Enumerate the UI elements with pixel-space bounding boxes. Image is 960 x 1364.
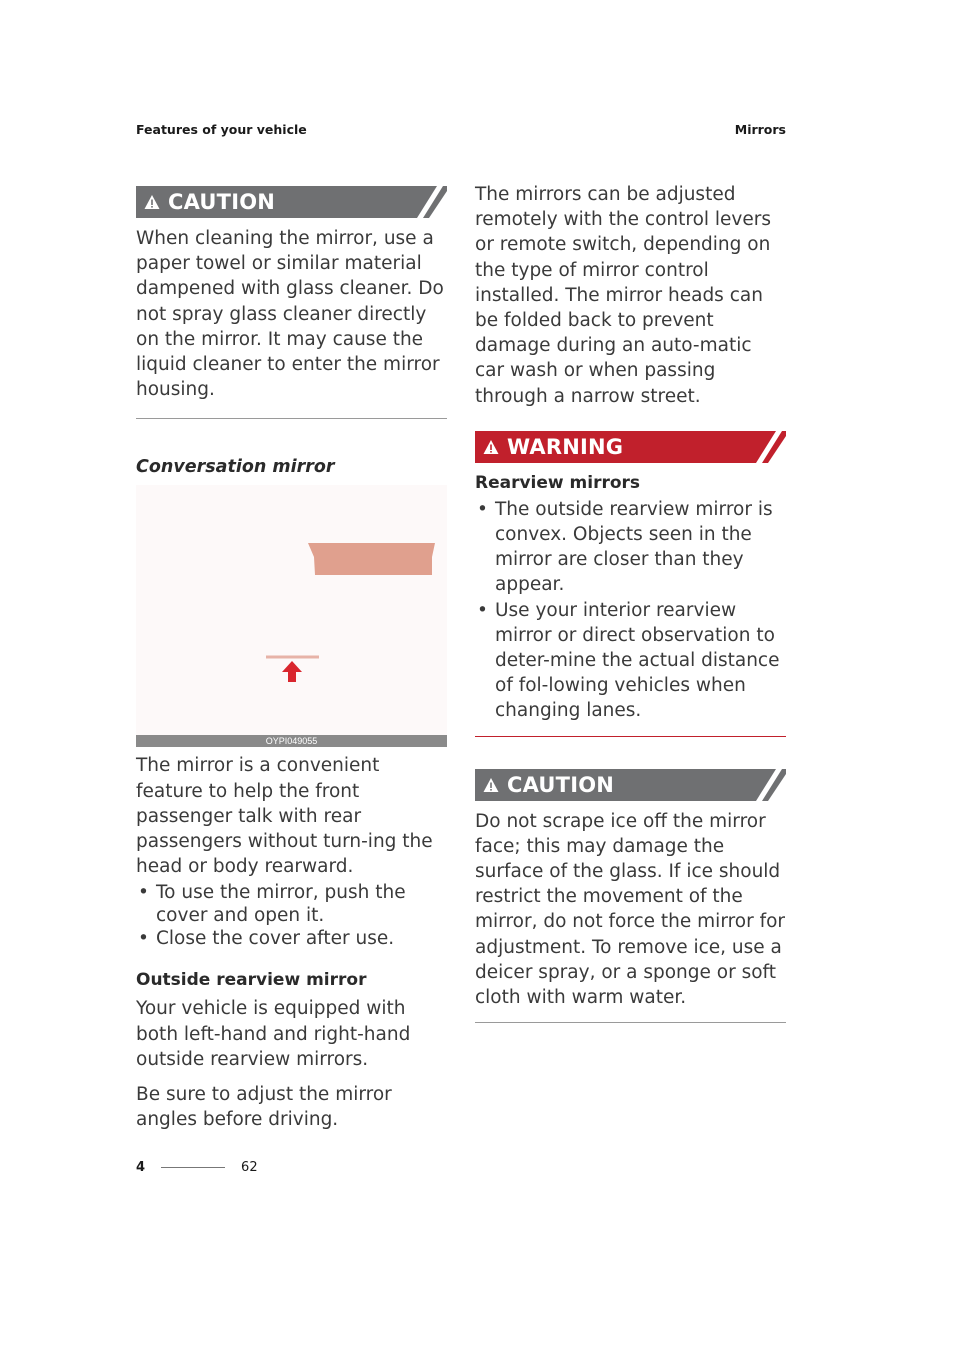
- conversation-text: The mirror is a convenient feature to help the front passenger talk with rear passengers without turn-ing the head or body rearward.: [136, 755, 433, 878]
- double-slash-decor: [736, 431, 786, 463]
- mirror-illustration: [136, 485, 447, 735]
- double-slash-decor: [736, 769, 786, 801]
- warning-triangle-icon: [483, 777, 499, 793]
- page-footer: [136, 1160, 258, 1175]
- conversation-bullets: [136, 881, 447, 950]
- caution-text: When cleaning the mirror, use a paper towel or similar material dampened with glass cleaner. Do not spray glass cleaner directly on the mirror. It may cause the liquid cleaner to enter the mirror housing.: [136, 228, 444, 401]
- caution-label: CAUTION: [507, 772, 615, 797]
- chapter-number: 4: [136, 1160, 146, 1175]
- conversation-mirror-title: Conversation mirror: [136, 457, 335, 478]
- outside-mirror-title: Outside rearview mirror: [136, 970, 367, 991]
- footer-line: [161, 1167, 225, 1168]
- list-item: • The outside rearview mirror is convex. Objects seen in the mirror are closer than they appear.: [475, 497, 786, 598]
- warning-bullets: [475, 497, 786, 724]
- chapter-header: Features of your vehicle: [136, 122, 307, 137]
- figure-code: OYPI049055: [136, 735, 447, 747]
- left-column: [136, 186, 447, 1132]
- caution-banner: [475, 769, 786, 801]
- mirror-adjust-text: The mirrors can be adjusted remotely with the control levers or remote switch, depending on the type of mirror control installed. The mirror heads can be folded back to prevent damage during an auto-matic car wash or when passing through a narrow street.: [475, 184, 771, 407]
- caution-text: Do not scrape ice off the mirror face; this may damage the surface of the glass. If ice should restrict the movement of the mirror, do not force the mirror for adjustment. To remove ice, use a deicer spray, or a sponge or soft cloth with warm water.: [475, 810, 786, 1009]
- outside-mirror-text-1: Your vehicle is equipped with both left-hand and right-hand outside rearview mirrors.: [136, 998, 411, 1070]
- list-item: • To use the mirror, push the cover and open it.: [136, 881, 447, 927]
- divider: [475, 1022, 786, 1023]
- right-column: [475, 182, 786, 1023]
- caution-banner: [136, 186, 447, 218]
- warning-triangle-icon: [144, 194, 160, 210]
- rearview-mirrors-title: Rearview mirrors: [475, 472, 641, 493]
- divider: [475, 736, 786, 737]
- warning-banner: [475, 431, 786, 463]
- warning-triangle-icon: [483, 439, 499, 455]
- warning-label: WARNING: [507, 434, 624, 459]
- conversation-mirror-figure: [136, 485, 447, 747]
- caution-label: CAUTION: [168, 190, 276, 214]
- outside-mirror-text-2: Be sure to adjust the mirror angles before driving.: [136, 1084, 392, 1131]
- page-number: 62: [241, 1160, 258, 1175]
- double-slash-decor: [397, 186, 447, 218]
- list-item: • Use your interior rearview mirror or direct observation to deter-mine the actual distance of fol-lowing vehicles when changing lanes.: [475, 598, 786, 724]
- section-header: Mirrors: [734, 122, 786, 137]
- divider: [136, 418, 447, 419]
- list-item: • Close the cover after use.: [136, 927, 447, 950]
